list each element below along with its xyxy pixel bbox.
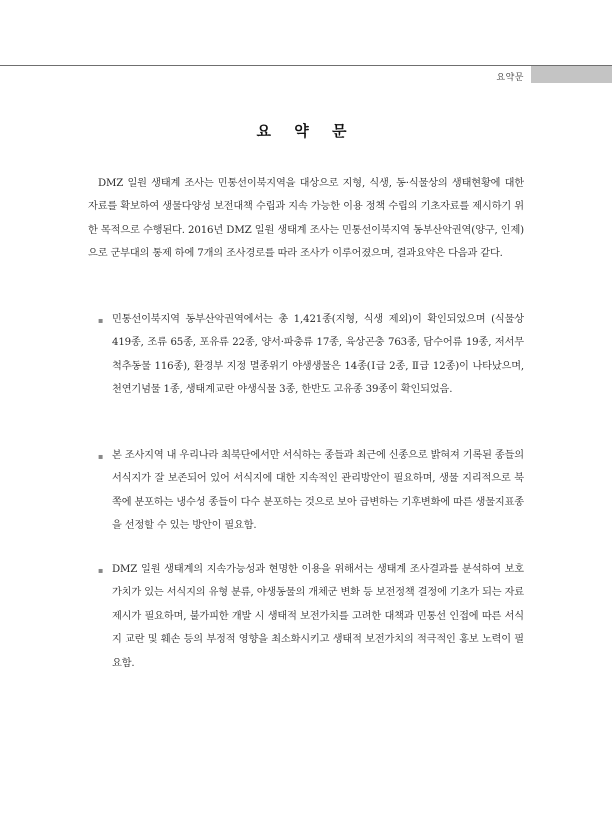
intro-paragraph: DMZ 일원 생태계 조사는 민통선이북지역을 대상으로 지형, 식생, 동·식물상의 생태현황에 대한 자료를 확보하여 생물다양성 보전대책 수립과 지속 가능한 이용 정책 수립의 기초자료를 제시하기 위한 목적으로 수행된다. 2016년 DMZ 일원 생태계 조사는 민통선이북지역 동부산악권역(양구, 인제)으로 군부대의 통제 하에 7개의 조사경로를 따라 조사가 이루어졌으며, 결과요약은 다음과 같다. bbox=[88, 178, 524, 259]
section-label: 요약문 bbox=[496, 73, 524, 83]
page-title: 요 약 문 bbox=[256, 122, 356, 140]
bullet-item-1: 민통선이북지역 동부산악권역에서는 총 1,421종(지형, 식생 제외)이 확인되었으며 (식물상 419종, 조류 65종, 포유류 22종, 양서·파충류 17종, 육상곤충 763종, 담수어류 19종, 저서무척추동물 116종), 환경부 지정 멸종위기 야생생물은 14종(Ⅰ급 2종, Ⅱ급 12종)이 나타났으며, 천연기념물 1종, 생태계교란 야생식물 3종, 한반도 고유종 39종이 확인되었음. bbox=[112, 314, 524, 396]
section-tab-marker bbox=[531, 66, 612, 83]
bullet-item-3: DMZ 일원 생태계의 지속가능성과 현명한 이용을 위해서는 생태계 조사결과를 분석하여 보호 가치가 있는 서식지의 유형 분류, 야생동물의 개체군 변화 등 보전정책 결정에 기초가 되는 자료 제시가 필요하며, 불가피한 개발 시 생태적 보전가치를 고려한 대책과 민통선 인접에 따른 서식지 교란 및 훼손 등의 부정적 영향을 최소화시키고 생태적 보전가치의 적극적인 홍보 노력이 필요함. bbox=[112, 564, 524, 669]
header-rule bbox=[0, 65, 612, 66]
bullet-marker-1: ▪ bbox=[98, 316, 104, 325]
bullet-marker-2: ▪ bbox=[98, 452, 104, 461]
bullet-item-2: 본 조사지역 내 우리나라 최북단에서만 서식하는 종들과 최근에 신종으로 밝혀져 기록된 종들의 서식지가 잘 보존되어 있어 서식지에 대한 지속적인 관리방안이 필요하며, 생물 지리적으로 북쪽에 분포하는 냉수성 종들이 다수 분포하는 것으로 보아 급변하는 기후변화에 따른 생물지표종을 선정할 수 있는 방안이 필요함. bbox=[112, 450, 524, 532]
bullet-marker-3: ▪ bbox=[98, 566, 104, 575]
